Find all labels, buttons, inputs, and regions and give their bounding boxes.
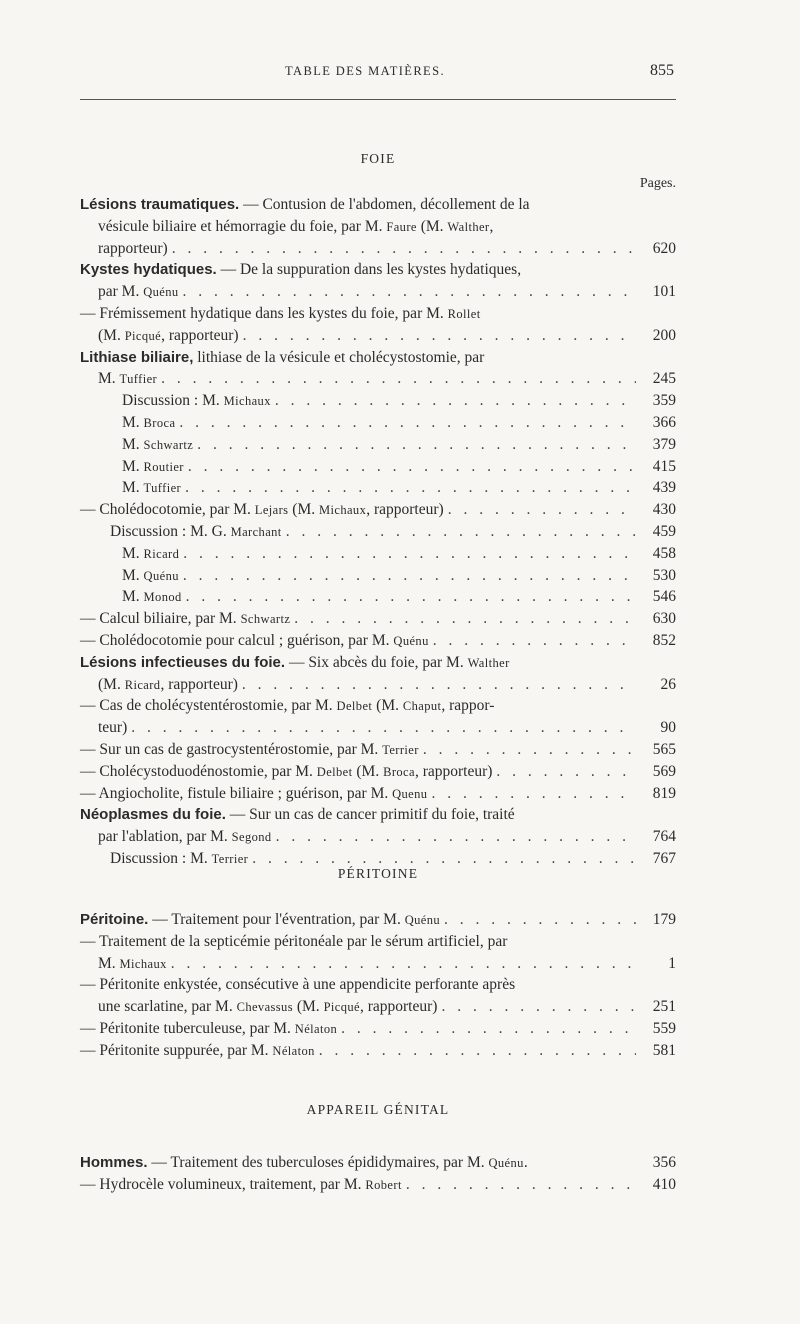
entry-line: — Cholécystoduodénostomie, par M. Delbet (M. Broca, rapporteur) . . . 569 xyxy=(80,763,676,785)
entry-line: — Traitement de la septicémie péritonéale par le sérum artificiel, par xyxy=(80,932,508,950)
entry-line: M. Ricard . . . 458 xyxy=(80,545,676,567)
author-name: Michaux xyxy=(223,394,271,409)
author-name: Ricard xyxy=(143,546,180,561)
entry-line: — Frémissement hydatique dans les kystes du foie, par M. Rollet xyxy=(80,304,481,322)
dot-leader xyxy=(183,545,636,563)
entry-line: une scarlatine, par M. Chevassus (M. Picqué, rapporteur) . . . 251 xyxy=(80,998,676,1020)
running-head-title: TABLE DES MATIÈRES. xyxy=(285,64,445,78)
entry-heading: Kystes hydatiques. xyxy=(80,261,217,279)
entry-line: Discussion : M. G. Marchant . . . 459 xyxy=(80,523,676,545)
author-name: Quénu xyxy=(143,285,179,300)
entry-line: vésicule biliaire et hémorragie du foie, par M. Faure (M. Walther, xyxy=(98,217,494,235)
author-name: Nélaton xyxy=(294,1021,338,1036)
entry-line: Lésions infectieuses du foie. — Six abcès du foie, par M. Walther xyxy=(80,653,510,671)
dot-leader xyxy=(185,479,636,497)
author-name: Quénu xyxy=(488,1156,524,1170)
author-name: Quenu xyxy=(392,786,428,801)
author-name: Walther xyxy=(447,219,490,234)
page-ref: 530 xyxy=(652,566,676,584)
page-ref: 359 xyxy=(652,392,676,410)
entry-line: — Péritonite tuberculeuse, par M. Nélaton . . . 559 xyxy=(80,1020,676,1042)
author-name: Ricard xyxy=(124,677,161,692)
author-name: Walther xyxy=(467,655,510,670)
page-ref: 251 xyxy=(652,998,676,1016)
entry-line: — Péritonite enkystée, consécutive à une appendicite perforante après xyxy=(80,976,516,994)
page-ref: 767 xyxy=(652,849,676,867)
entry-line: Discussion : M. Michaux . . . 359 xyxy=(80,392,676,414)
dot-leader xyxy=(161,370,636,388)
page-ref: 379 xyxy=(652,435,676,453)
entry-heading: Lésions traumatiques. xyxy=(80,196,240,213)
page-number: 855 xyxy=(650,62,674,79)
dot-leader xyxy=(275,392,636,410)
page-ref: 459 xyxy=(652,522,676,540)
dot-leader xyxy=(188,458,636,476)
entry-heading: Hommes. xyxy=(80,1154,148,1171)
page-ref: 356 xyxy=(652,1154,676,1171)
entry-line: rapporteur) . . . 620 xyxy=(80,240,676,262)
author-name: Tuffier xyxy=(119,372,158,387)
entry-line: Lithiase biliaire, lithiase de la vésicule et cholécystostomie, par xyxy=(80,348,485,366)
page-ref: 366 xyxy=(652,413,676,431)
author-name: Quénu xyxy=(404,913,441,927)
section-foie-entries xyxy=(80,196,676,872)
page-ref: 1 xyxy=(668,954,676,972)
author-name: Broca xyxy=(383,764,415,779)
author-name: Quénu xyxy=(143,568,179,583)
page-ref: 565 xyxy=(652,740,676,758)
page-ref: 559 xyxy=(652,1019,676,1037)
entry-line: Péritoine. — Traitement pour l'éventration, par M. Quénu . . . 179 xyxy=(80,911,676,933)
author-name: Tuffier xyxy=(143,481,182,496)
page-ref: 26 xyxy=(660,675,676,693)
page-ref: 430 xyxy=(652,501,676,519)
entry-line: — Péritonite suppurée, par M. Nélaton . . . 581 xyxy=(80,1042,676,1064)
dot-leader xyxy=(131,719,636,737)
header-rule xyxy=(80,99,676,100)
running-head xyxy=(80,64,676,86)
page-ref: 245 xyxy=(652,370,676,388)
author-name: Quénu xyxy=(393,633,429,648)
entry-line: par l'ablation, par M. Segond . . . 764 xyxy=(80,828,676,850)
entry-line: M. Quénu . . . 530 xyxy=(80,567,676,589)
entry-line: — Cas de cholécystentérostomie, par M. Delbet (M. Chaput, rappor- xyxy=(80,697,495,715)
dot-leader xyxy=(172,240,636,258)
author-name: Segond xyxy=(231,830,272,845)
dot-leader xyxy=(448,501,636,519)
page-ref: 546 xyxy=(652,588,676,606)
page-ref: 101 xyxy=(652,283,676,301)
dot-leader xyxy=(496,763,636,781)
entry-line: M. Broca . . . 366 xyxy=(80,414,676,436)
dot-leader xyxy=(276,828,636,846)
entry-line: Lésions traumatiques. — Contusion de l'abdomen, décollement de la xyxy=(80,196,530,213)
author-name: Rollet xyxy=(447,306,481,321)
author-name: Terrier xyxy=(382,742,419,757)
page-ref: 439 xyxy=(652,479,676,497)
author-name: Schwartz xyxy=(240,612,291,627)
entry-line: M. Michaux . . . 1 xyxy=(80,955,676,977)
entry-line: — Hydrocèle volumineux, traitement, par M. Robert . . . 410 xyxy=(80,1176,676,1198)
section-title-appareil-genital: APPAREIL GÉNITAL xyxy=(306,1102,450,1117)
author-name: Routier xyxy=(143,459,184,474)
page-ref: 415 xyxy=(652,457,676,475)
dot-leader xyxy=(444,911,636,929)
entry-line: M. Monod . . . 546 xyxy=(80,588,676,610)
dot-leader xyxy=(431,785,636,803)
page-ref: 569 xyxy=(652,762,676,780)
author-name: Marchant xyxy=(230,524,282,539)
dot-leader xyxy=(341,1020,636,1038)
dot-leader xyxy=(183,567,636,585)
dot-leader xyxy=(171,955,636,973)
page-ref: 581 xyxy=(652,1041,676,1059)
page-ref: 410 xyxy=(652,1175,676,1193)
section-peritoine-entries xyxy=(80,911,676,1064)
dot-leader xyxy=(423,741,636,759)
entry-line: Hommes. — Traitement des tuberculoses épididymaires, par M. Quénu. 356 xyxy=(80,1154,676,1171)
section-title-peritoine: PÉRITOINE xyxy=(337,866,419,881)
author-name: Michaux xyxy=(119,956,167,971)
dot-leader xyxy=(197,436,636,454)
dot-leader xyxy=(406,1176,636,1194)
entry-heading: Péritoine. xyxy=(80,911,149,928)
entry-line: Néoplasmes du foie. — Sur un cas de cancer primitif du foie, traité xyxy=(80,806,515,824)
author-name: Broca xyxy=(143,415,176,430)
entry-line: Kystes hydatiques. — De la suppuration dans les kystes hydatiques, xyxy=(80,261,522,279)
author-name: Schwartz xyxy=(143,437,194,452)
author-name: Chevassus xyxy=(236,1000,293,1015)
page-ref: 90 xyxy=(660,719,676,737)
dot-leader xyxy=(319,1042,636,1060)
author-name: Picqué xyxy=(124,328,162,343)
author-name: Monod xyxy=(143,590,182,605)
dot-leader xyxy=(294,610,636,628)
entry-line: M. Routier . . . 415 xyxy=(80,458,676,480)
page-ref: 852 xyxy=(652,631,676,649)
author-name: Delbet xyxy=(336,699,373,714)
dot-leader xyxy=(441,998,636,1016)
entry-line: teur) . . . 90 xyxy=(80,719,676,741)
dot-leader xyxy=(433,632,636,650)
author-name: Nélaton xyxy=(272,1043,315,1058)
page-ref: 819 xyxy=(652,784,676,802)
entry-heading: Lésions infectieuses du foie. xyxy=(80,653,286,671)
page-ref: 620 xyxy=(652,239,676,257)
entry-line: — Cholédocotomie pour calcul ; guérison, par M. Quénu . . . 852 xyxy=(80,632,676,654)
entry-line: (M. Ricard, rapporteur) . . . 26 xyxy=(80,676,676,698)
entry-heading: Néoplasmes du foie. xyxy=(80,806,226,824)
entry-line: M. Schwartz . . . 379 xyxy=(80,436,676,458)
author-name: Chaput xyxy=(402,699,442,714)
entry-line: Discussion : M. Terrier . . . 767 xyxy=(80,850,676,872)
dot-leader xyxy=(183,283,636,301)
section-title-foie: FOIE xyxy=(360,151,396,166)
entry-line: (M. Picqué, rapporteur) . . . 200 xyxy=(80,327,676,349)
author-name: Lejars xyxy=(254,503,289,518)
dot-leader xyxy=(186,588,636,606)
author-name: Michaux xyxy=(319,503,367,518)
entry-line: — Angiocholite, fistule biliaire ; guérison, par M. Quenu . . . 819 xyxy=(80,785,676,807)
entry-line: M. Tuffier . . . 439 xyxy=(80,479,676,501)
page-ref: 764 xyxy=(652,828,676,846)
pages-column-label: Pages. xyxy=(639,176,676,191)
entry-line: — Cholédocotomie, par M. Lejars (M. Michaux, rapporteur) . . . 430 xyxy=(80,501,676,523)
author-name: Robert xyxy=(365,1177,402,1192)
entry-heading: Lithiase biliaire, xyxy=(80,348,194,366)
entry-line: M. Tuffier . . . 245 xyxy=(80,370,676,392)
author-name: Terrier xyxy=(211,851,249,866)
page-ref: 200 xyxy=(652,326,676,344)
dot-leader xyxy=(179,414,636,432)
page-ref: 458 xyxy=(652,544,676,562)
dot-leader xyxy=(242,676,636,694)
author-name: Picqué xyxy=(323,1000,360,1015)
entry-line: par M. Quénu . . . 101 xyxy=(80,283,676,305)
dot-leader xyxy=(286,523,636,541)
dot-leader xyxy=(243,327,636,345)
entry-line: — Calcul biliaire, par M. Schwartz . . . 630 xyxy=(80,610,676,632)
entry-line: — Sur un cas de gastrocystentérostomie, par M. Terrier . . . 565 xyxy=(80,741,676,763)
author-name: Delbet xyxy=(316,764,353,779)
author-name: Faure xyxy=(386,219,417,234)
page-ref: 630 xyxy=(652,610,676,628)
page-ref: 179 xyxy=(652,911,676,928)
section-genital-entries xyxy=(80,1154,676,1198)
